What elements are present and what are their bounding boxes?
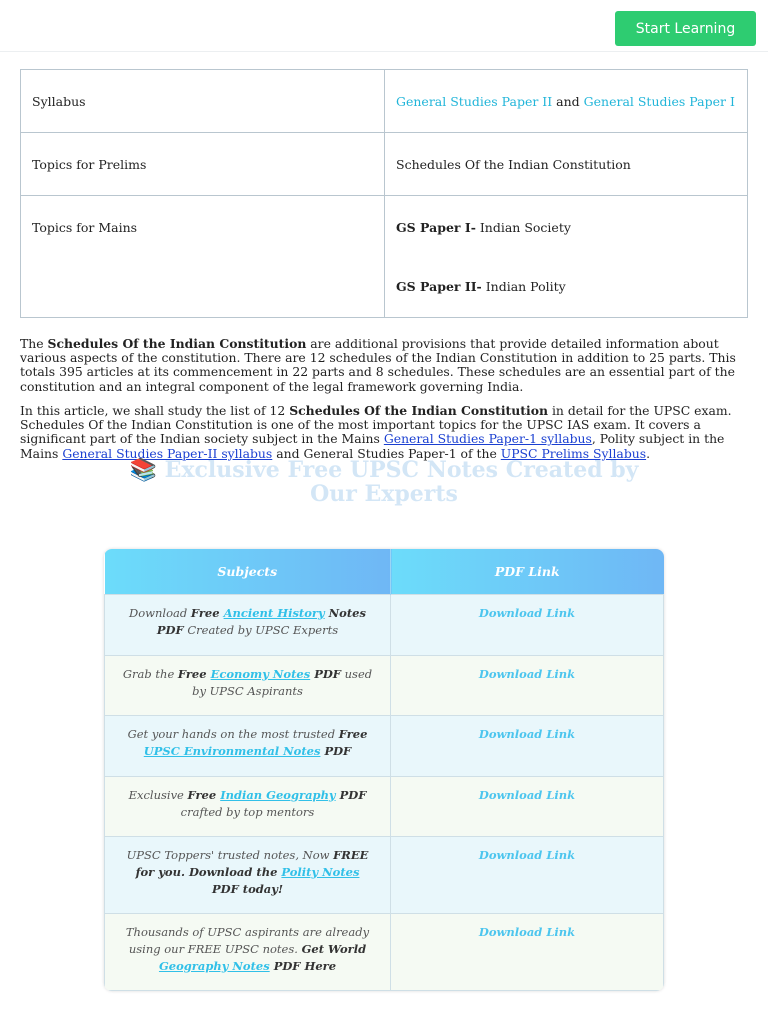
bold-text: PDF today! — [212, 881, 283, 896]
table-row — [105, 715, 664, 776]
economy-notes-link[interactable]: Economy Notes — [210, 666, 311, 681]
free-notes-heading: 📚 Exclusive Free UPSC Notes Created by Our Experts — [129, 457, 639, 507]
text: Created by UPSC Experts — [183, 622, 339, 637]
pdf-link-cell — [391, 913, 664, 990]
gs-paper-1-line — [396, 220, 736, 235]
bold-text: Get World — [301, 941, 367, 956]
syllabus-label: Syllabus — [21, 70, 385, 133]
environmental-notes-link[interactable]: UPSC Environmental Notes — [143, 743, 321, 758]
text: The — [20, 336, 48, 351]
table-row — [105, 776, 664, 836]
download-link[interactable]: Download Link — [478, 924, 576, 939]
text: are additional provisions that provide detailed information about various aspects of the constitution. There are 12 schedules of the Indian Constitution in addition to 25 parts. This totals 395 articles at its commencement in 22 parts and 8 schedules. These schedules are an essential part of the constitution and an integral component of the legal framework governing India. — [20, 336, 736, 394]
text: and General Studies Paper-1 of the — [272, 445, 501, 461]
subject-cell — [105, 594, 391, 655]
text: Thousands of UPSC aspirants are already using our FREE UPSC notes. — [125, 924, 370, 956]
text: used by UPSC Aspirants — [192, 666, 373, 698]
prelims-syllabus-link[interactable]: UPSC Prelims Syllabus — [500, 445, 647, 461]
article-paragraph — [20, 404, 748, 461]
table-row — [21, 133, 748, 196]
subjects-header: Subjects — [105, 549, 391, 594]
and-text: and — [552, 93, 584, 109]
text: Grab the — [122, 666, 178, 681]
text: crafted by top mentors — [180, 804, 315, 819]
gs-paper-1-label: GS Paper I- — [396, 220, 476, 235]
top-bar — [0, 0, 768, 52]
intro-paragraph — [20, 337, 748, 394]
bold-text: Schedules Of the Indian Constitution — [47, 336, 307, 351]
text: . — [646, 445, 651, 461]
pdf-link-header: PDF Link — [391, 549, 664, 594]
bold-text: FREE for you. Download the — [135, 847, 369, 879]
text: UPSC Toppers' trusted notes, Now — [126, 847, 334, 862]
download-link[interactable]: Download Link — [478, 787, 576, 802]
text: Exclusive — [128, 787, 188, 802]
prelims-value: Schedules Of the Indian Constitution — [385, 133, 748, 196]
free-notes-table-container — [104, 549, 664, 991]
download-link[interactable]: Download Link — [478, 666, 576, 681]
subject-cell — [105, 715, 391, 776]
gs-paper-2-link[interactable]: General Studies Paper II — [396, 93, 553, 109]
download-link[interactable]: Download Link — [478, 726, 576, 741]
gs-paper-1-link[interactable]: General Studies Paper I — [583, 93, 735, 109]
gs-paper-2-topic: Indian Polity — [481, 279, 566, 294]
gs-paper-1-topic: Indian Society — [475, 220, 571, 235]
text: , Polity subject in the Mains — [20, 431, 725, 461]
bold-text: Schedules Of the Indian Constitution — [289, 403, 548, 418]
subject-cell — [105, 655, 391, 715]
bold-text: Free — [338, 726, 368, 741]
table-row — [21, 196, 748, 318]
bold-text: Notes PDF — [156, 605, 366, 637]
bold-text: Free — [187, 787, 221, 802]
syllabus-info-table — [20, 69, 748, 318]
gs-paper-2-syllabus-link[interactable]: General Studies Paper-II syllabus — [62, 445, 273, 461]
pdf-link-cell — [391, 836, 664, 913]
text: In this article, we shall study the list of 12 — [20, 403, 290, 418]
pdf-link-cell — [391, 594, 664, 655]
ancient-history-link[interactable]: Ancient History — [223, 605, 325, 620]
table-row — [105, 594, 664, 655]
bold-text: PDF — [310, 666, 341, 681]
free-notes-table — [104, 549, 664, 991]
bold-text: PDF — [335, 787, 367, 802]
table-header-row — [105, 549, 664, 594]
mains-value — [385, 196, 748, 318]
text: in detail for the UPSC exam. Schedules Of the Indian Constitution is one of the most important topics for the UPSC IAS exam. It covers a significant part of the Indian society subject in the Mains — [20, 403, 732, 447]
pdf-link-cell — [391, 655, 664, 715]
gs-paper-2-label: GS Paper II- — [396, 279, 482, 294]
start-learning-button[interactable]: Start Learning — [615, 11, 756, 46]
world-geography-link[interactable]: Geography Notes — [158, 958, 270, 973]
bold-text: Free — [177, 666, 211, 681]
prelims-label: Topics for Prelims — [21, 133, 385, 196]
gs-paper-1-syllabus-link[interactable]: General Studies Paper-1 syllabus — [383, 431, 592, 447]
gs-paper-2-line — [396, 279, 736, 294]
table-row — [105, 913, 664, 990]
text: Get your hands on the most trusted — [127, 726, 339, 741]
table-row — [105, 655, 664, 715]
text: Download — [129, 605, 191, 620]
bold-text: PDF — [320, 743, 352, 758]
table-row — [21, 70, 748, 133]
bold-text: PDF Here — [269, 958, 337, 973]
table-row — [105, 836, 664, 913]
bold-text: Free — [190, 605, 224, 620]
syllabus-value — [385, 70, 748, 133]
indian-geography-link[interactable]: Indian Geography — [220, 787, 336, 802]
download-link[interactable]: Download Link — [478, 847, 576, 862]
subject-cell — [105, 776, 391, 836]
subject-cell — [105, 836, 391, 913]
polity-notes-link[interactable]: Polity Notes — [281, 864, 360, 879]
download-link[interactable]: Download Link — [478, 605, 576, 620]
subject-cell — [105, 913, 391, 990]
mains-label: Topics for Mains — [21, 196, 385, 318]
pdf-link-cell — [391, 715, 664, 776]
pdf-link-cell — [391, 776, 664, 836]
